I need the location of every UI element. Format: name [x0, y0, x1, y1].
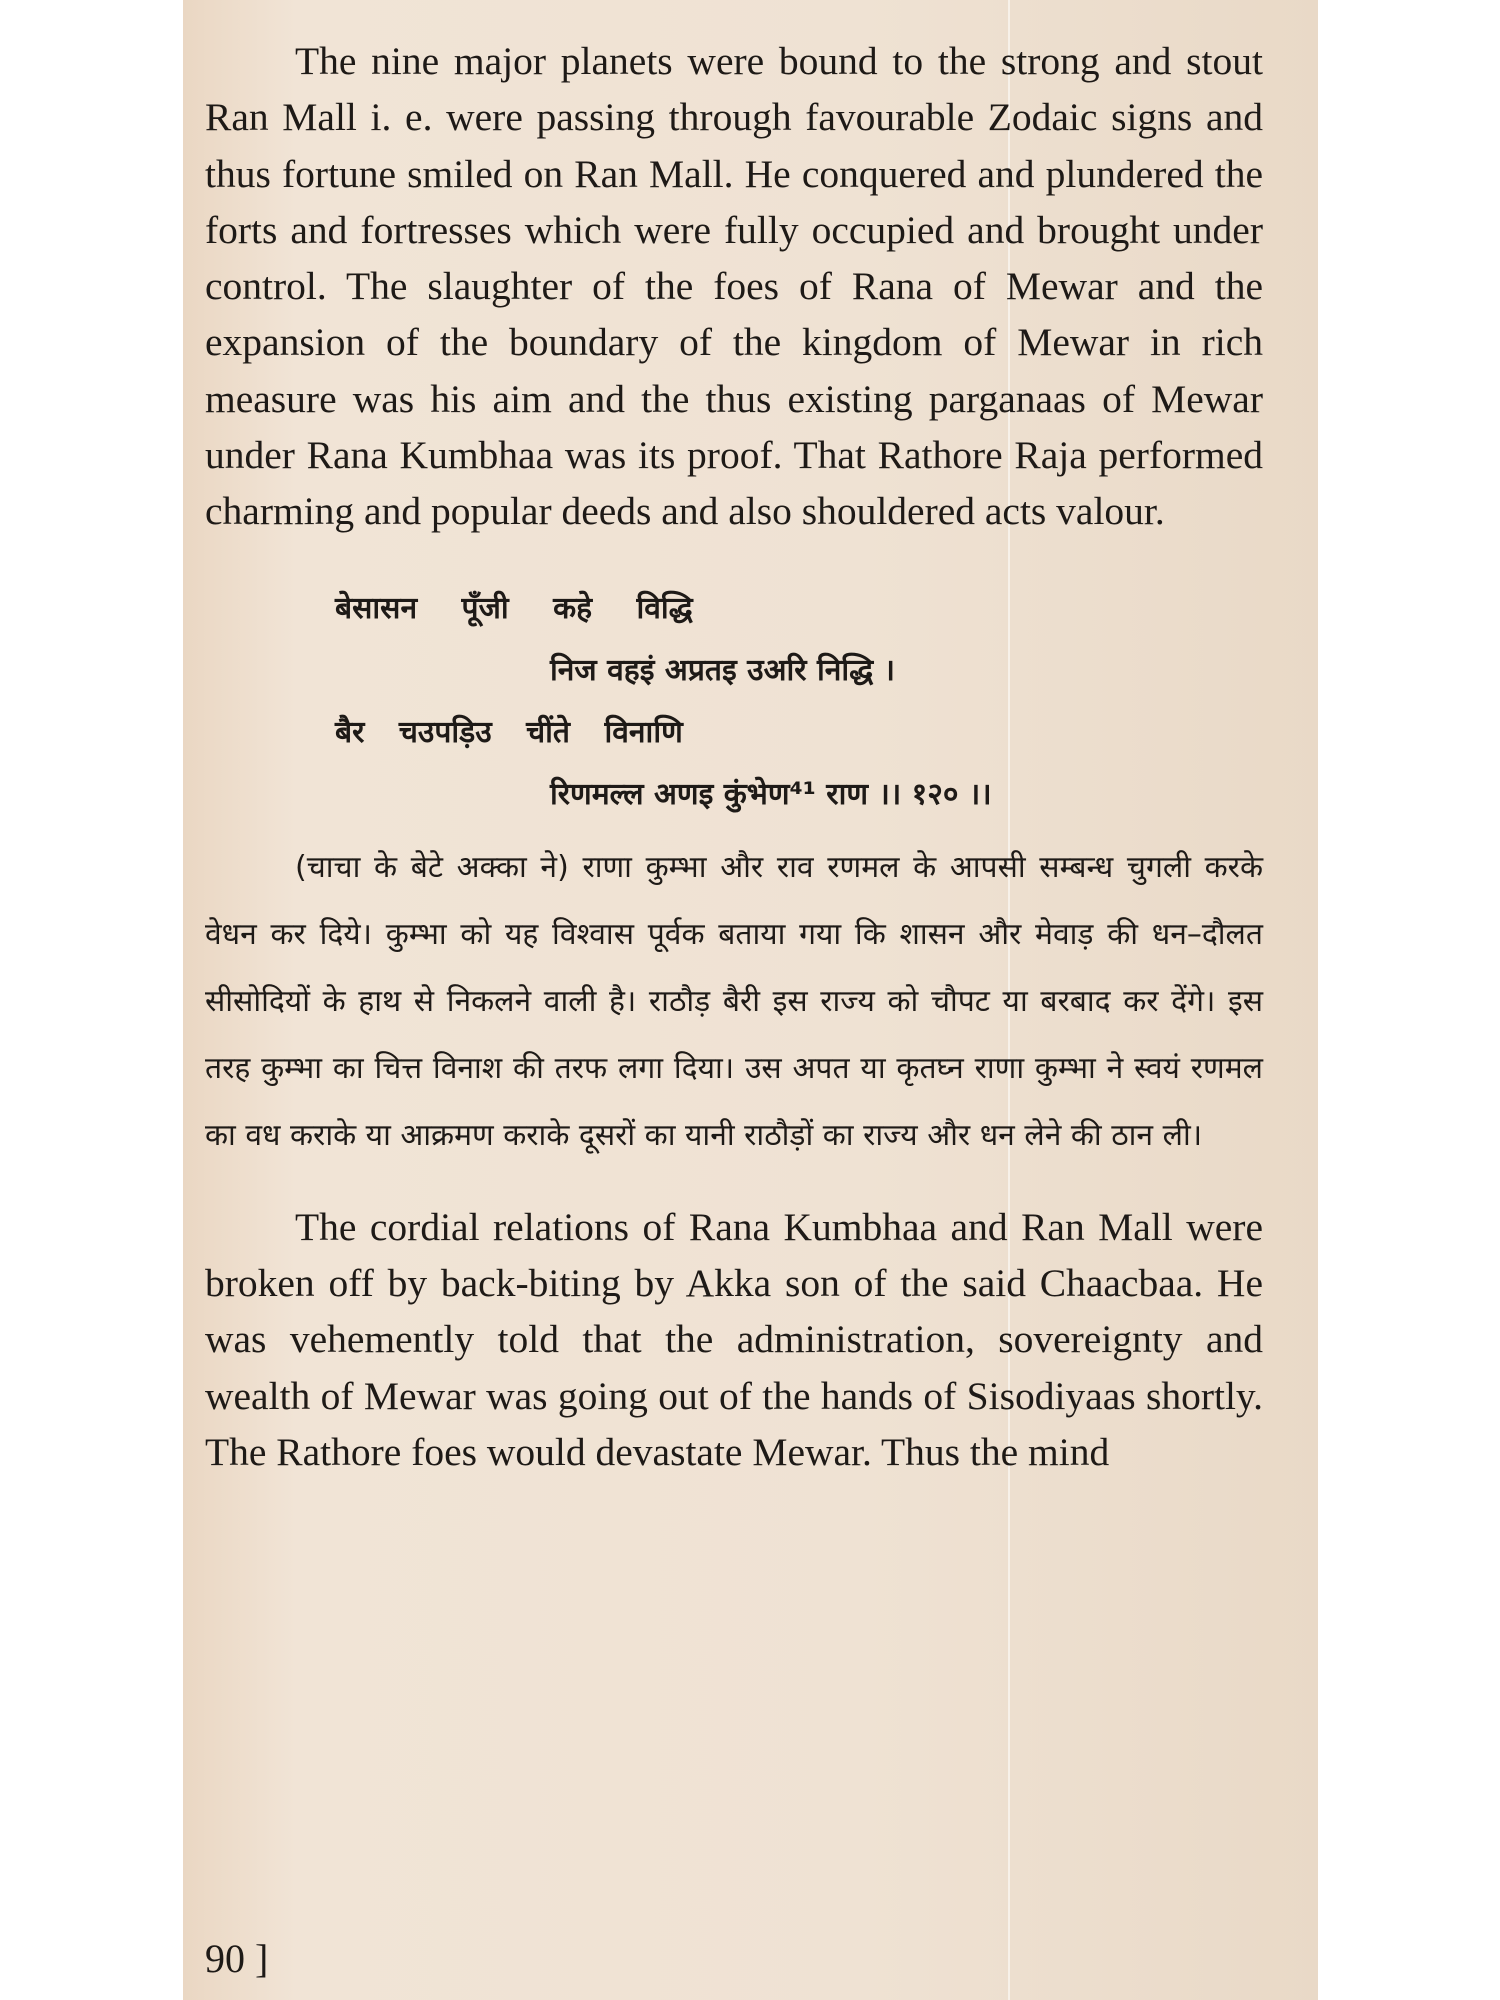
english-paragraph-1: The nine major planets were bound to the strong and stout Ran Mall i. e. were passing through favourable Zodaic signs and thus fortune smiled on Ran Mall. He conquered and plundered the forts and fortresses which were fully occupied and brought under control. The slaughter of the foes of Rana of Mewar and the expansion of the boundary of the kingdom of Mewar in rich measure was his aim and the thus existing parganaas of Mewar under Rana Kumbhaa was its proof. That Rathore Raja performed charming and popular deeds and also shouldered acts valour. — [205, 39, 1263, 534]
page-content — [205, 33, 1263, 1480]
verse-line-1: बेसासन पूँजी कहे विद्धि — [335, 590, 693, 626]
book-page — [183, 0, 1318, 2000]
verse-line-2: निज वहइं अप्रतइ उअरि निद्धि । — [550, 652, 895, 688]
verse-line-3: बैर चउपड़िउ चींते विनाणि — [335, 714, 683, 750]
hindi-verse — [205, 578, 1263, 826]
hindi-paragraph: (चाचा के बेटे अक्का ने) राणा कुम्भा और राव रणमल के आपसी सम्बन्ध चुगली करके वेधन कर दिये। कुम्भा को यह विश्वास पूर्वक बताया गया कि शासन और मेवाड़ की धन–दौलत सीसोदियों के हाथ से निकलने वाली है। राठौड़ बैरी इस राज्य को चौपट या बरबाद कर देंगे। इस तरह कुम्भा का चित्त विनाश की तरफ लगा दिया। उस अपत या कृतघ्न राणा कुम्भा ने स्वयं रणमल का वध कराके या आक्रमण कराके दूसरों का यानी राठौड़ों का राज्य और धन लेने की ठान ली। — [205, 849, 1263, 1153]
english-paragraph-2: The cordial relations of Rana Kumbhaa and Ran Mall were broken off by back-biting by Akka son of the said Chaacbaa. He was vehemently told that the administration, sovereignty and wealth of Mewar was going out of the hands of Sisodiyaas shortly. The Rathore foes would devastate Mewar. Thus the mind — [205, 1204, 1263, 1474]
page-number: 90 ] — [205, 1936, 269, 1981]
verse-line-4: रिणमल्ल अणइ कुंभेण⁴¹ राण ।। १२० ।। — [550, 776, 992, 812]
